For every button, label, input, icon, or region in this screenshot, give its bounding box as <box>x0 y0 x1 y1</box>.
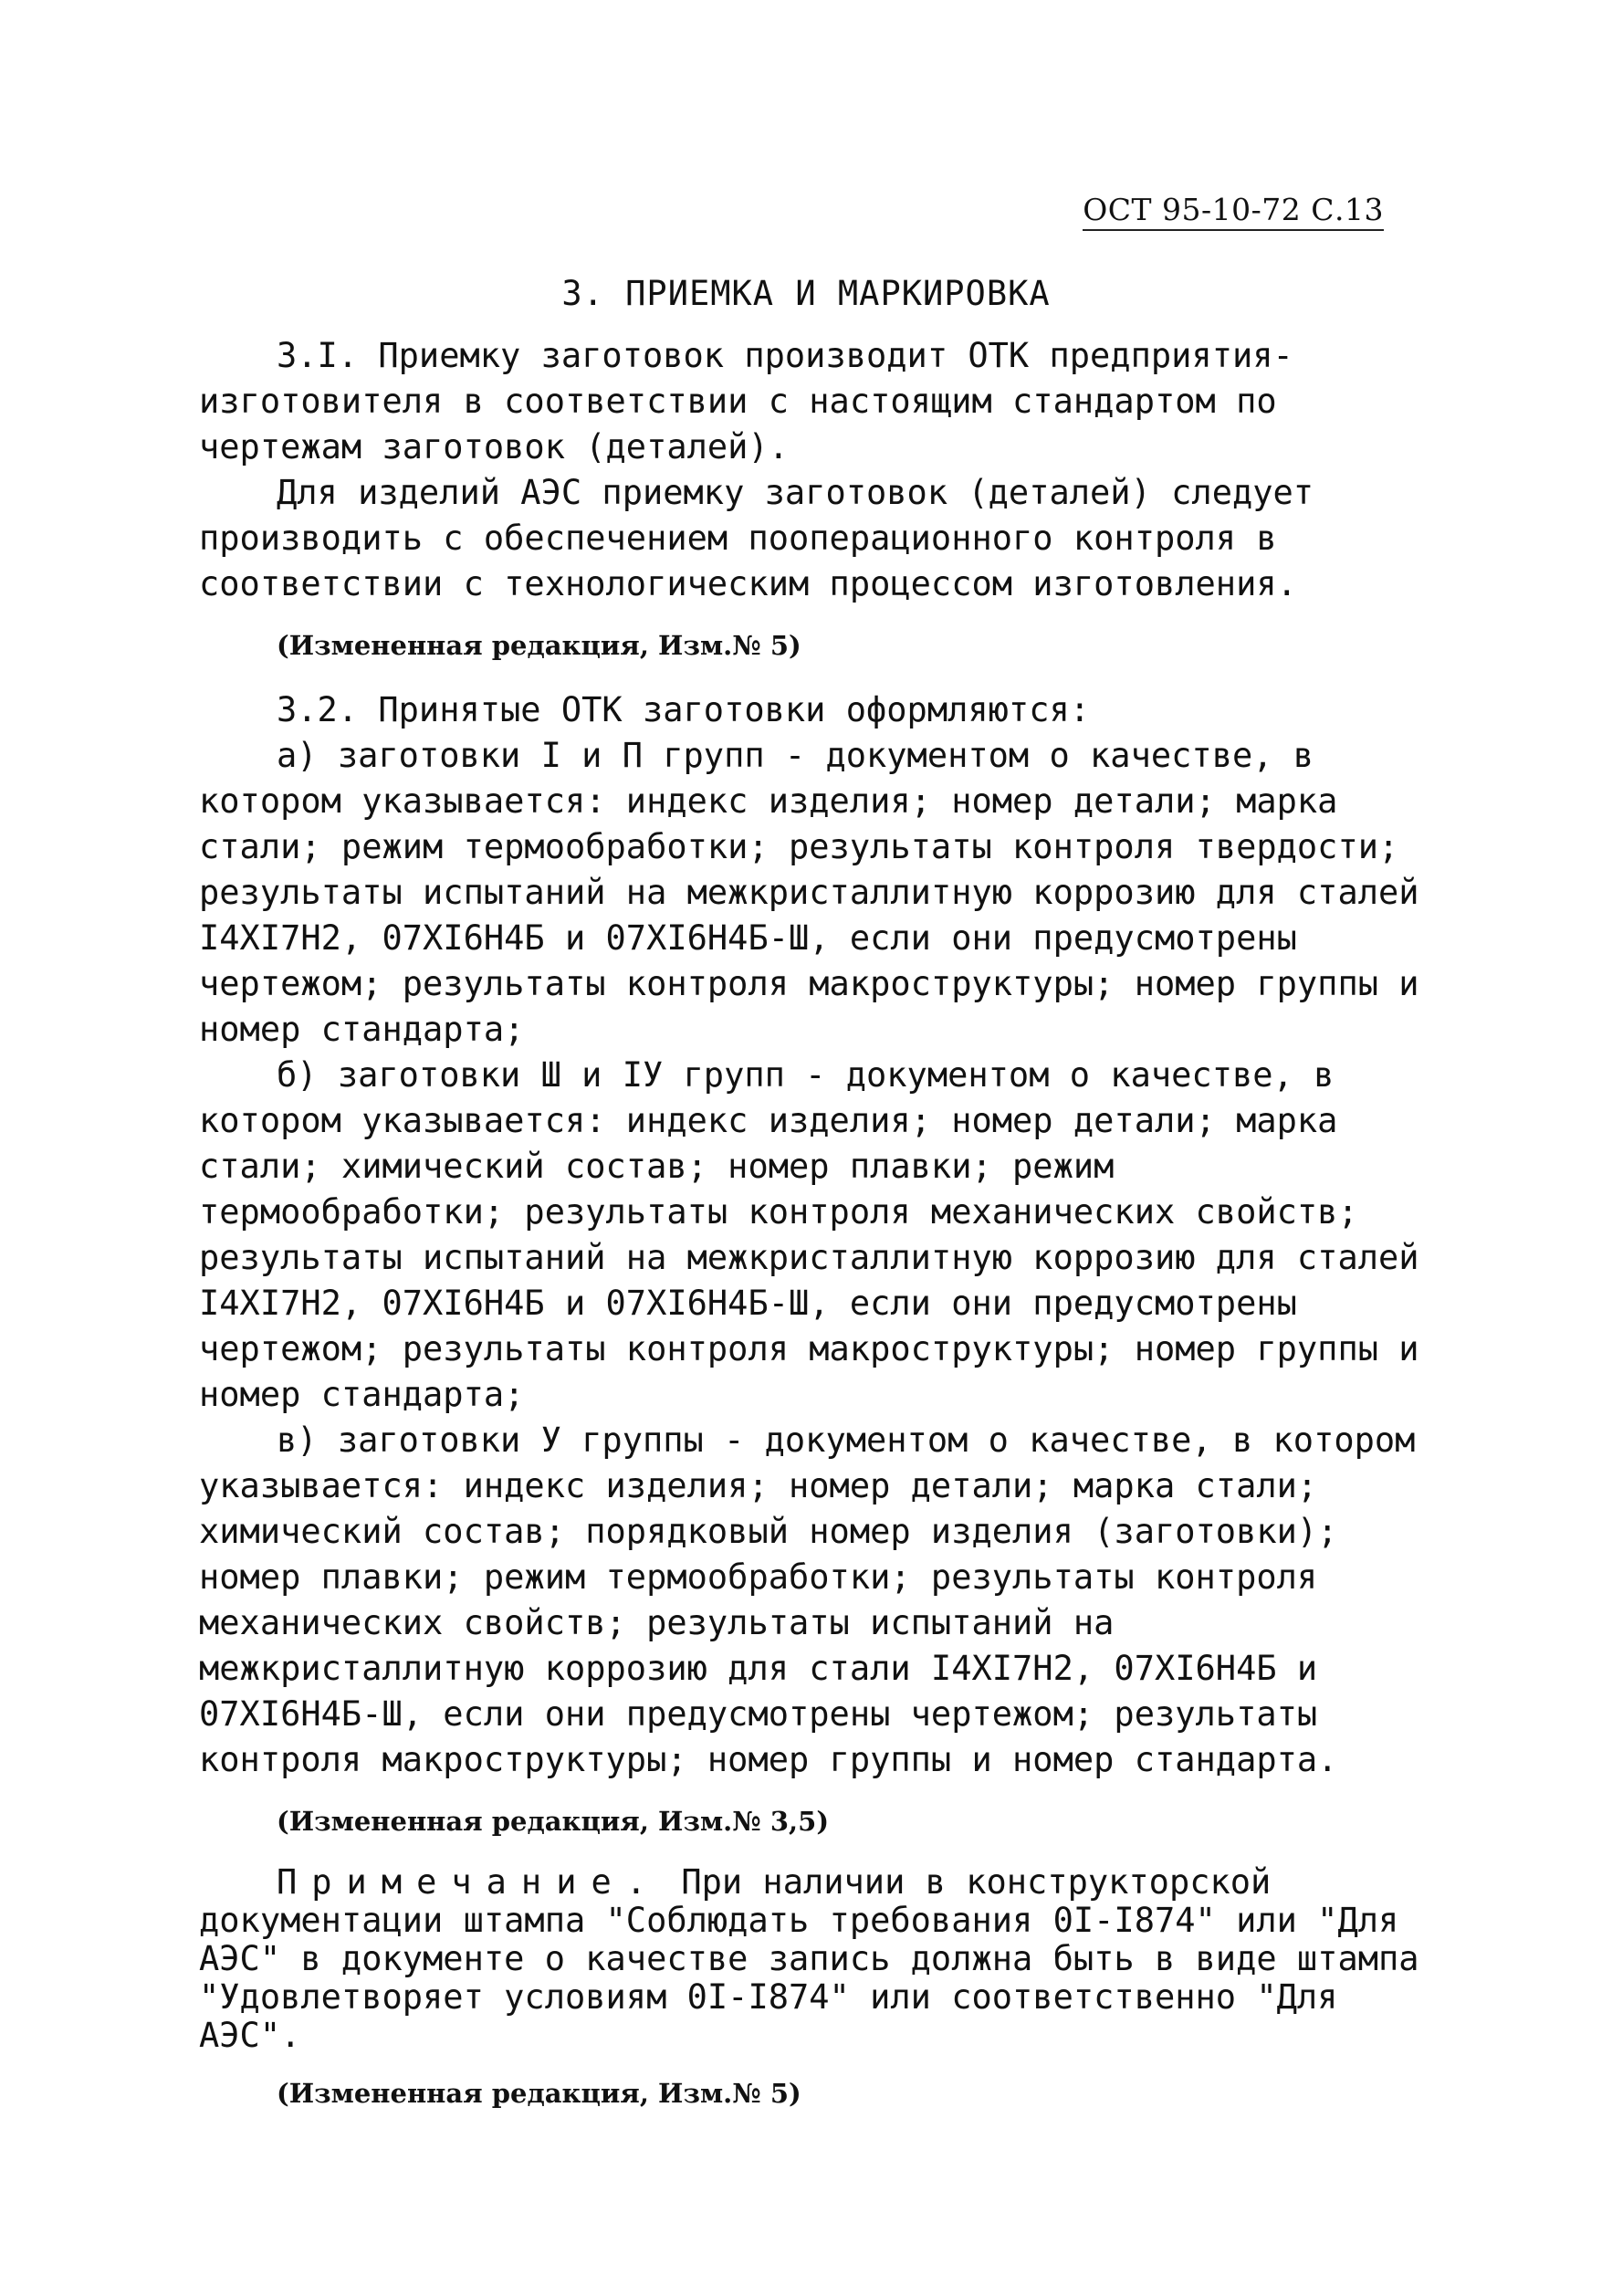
clause-3-1-aes: Для изделий АЭС приемку заготовок (деталей) следует производить с обеспечением пооперационного контроля в соответствии с технологическим процессом изготовления. <box>199 473 1314 603</box>
revision-note-3-2: (Измененная редакция, Изм.№ 3,5) <box>277 1806 830 1837</box>
clause-3-2-item-a: а) заготовки I и П групп - документом о качестве, в котором указывается: индекс изделия; номер детали; марка стали; режим термообработки; результаты контроля твердости; результаты испытаний на межкристаллитную коррозию для сталей I4XI7H2, 07XI6H4Б и 07XI6H4Б-Ш, если они предусмотрены чертежом; результаты контроля макроструктуры; номер группы и номер стандарта; <box>199 736 1419 1049</box>
revision-note-note: (Измененная редакция, Изм.№ 5) <box>277 2078 801 2109</box>
document-body <box>199 333 1422 2135</box>
clause-3-2-item-c: в) заготовки У группы - документом о качестве, в котором указывается: индекс изделия; номер детали; марка стали; химический состав; порядковый номер изделия (заготовки); номер плавки; режим термообработки; результаты контроля механических свойств; результаты испытаний на межкристаллитную коррозию для стали I4XI7H2, 07XI6H4Б и 07XI6H4Б-Ш, если они предусмотрены чертежом; результаты контроля макроструктуры; номер группы и номер стандарта. <box>199 1421 1416 1779</box>
note-label: Примечание. <box>277 1862 662 1902</box>
clause-3-2-item-b: б) заготовки Ш и IУ групп - документом о качестве, в котором указывается: индекс изделия; номер детали; марка стали; химический состав; номер плавки; режим термообработки; результаты контроля механических свойств; результаты испытаний на межкристаллитную коррозию для сталей I4XI7H2, 07XI6H4Б и 07XI6H4Б-Ш, если они предусмотрены чертежом; результаты контроля макроструктуры; номер группы и номер стандарта; <box>199 1055 1419 1414</box>
section-title: 3. ПРИЕМКА И МАРКИРОВКА <box>561 274 1051 313</box>
clause-3-1: 3.I. Приемку заготовок производит ОТК предприятия-изготовителя в соответствии с настоящим стандартом по чертежам заготовок (деталей). <box>199 336 1293 467</box>
document-reference: ОСТ 95-10-72 С.13 <box>1083 192 1384 231</box>
note-text: При наличии в конструкторской документации штампа "Соблюдать требования 0I-I874" или "Для АЭС" в документе о качестве запись должна быть в виде штампа "Удовлетворяет условиям 0I-I874" или соответственно "Для АЭС". <box>199 1862 1419 2055</box>
revision-note-3-1: (Измененная редакция, Изм.№ 5) <box>277 630 801 661</box>
clause-3-2: 3.2. Принятые ОТК заготовки оформляются: <box>277 690 1091 729</box>
note <box>199 1863 1422 2055</box>
